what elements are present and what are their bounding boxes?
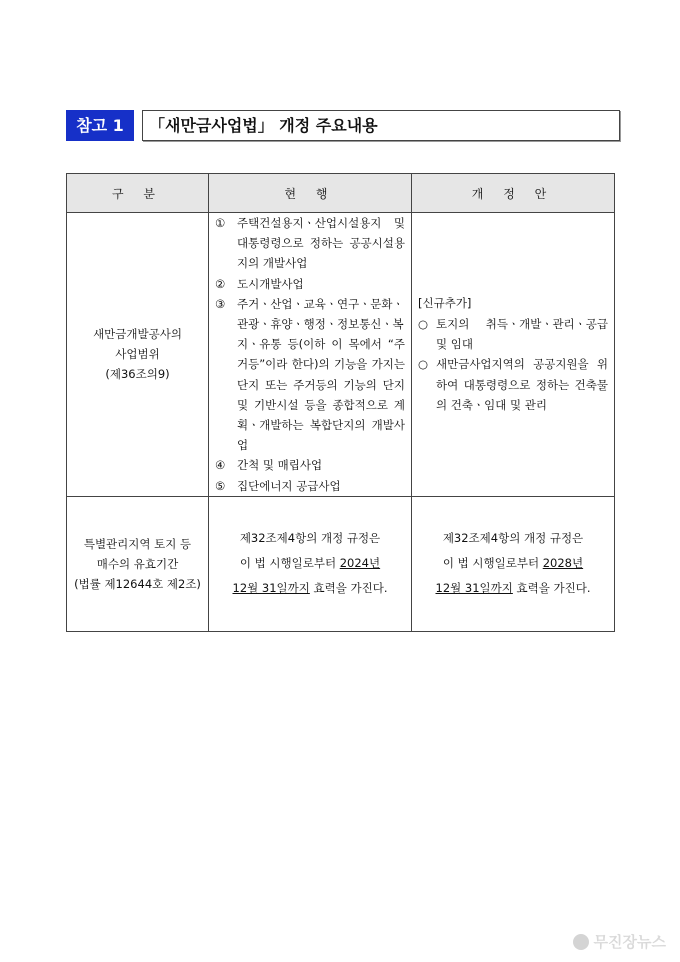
item-text: 새만금사업지역의 공공지원을 위하여 대통령령으로 정하는 건축물의 건축ㆍ임대 및 관리 xyxy=(436,357,608,413)
bullet-mark: ○ xyxy=(418,357,429,372)
category-line: 새만금개발공사의 xyxy=(93,327,182,342)
effect-text: 이 법 시행일로부터 xyxy=(442,556,543,571)
category-line: 특별관리지역 토지 등 xyxy=(83,536,192,551)
item-number: ④ xyxy=(215,458,226,473)
category-line: (제36조의9) xyxy=(105,367,170,382)
expiry-date: 12월 31일까지 xyxy=(232,581,310,596)
expiry-year: 2024년 xyxy=(339,556,381,571)
table-row xyxy=(67,213,615,497)
expiry-year: 2028년 xyxy=(542,556,584,571)
item-text: 도시개발사업 xyxy=(237,276,304,291)
header-category: 구 분 xyxy=(67,174,209,213)
watermark-text: 무진장뉴스 xyxy=(593,933,666,951)
item-text: 토지의 취득ㆍ개발ㆍ관리ㆍ공급 및 임대 xyxy=(436,316,608,352)
document-title: 「새만금사업법」 개정 주요내용 xyxy=(142,110,620,141)
current-cell xyxy=(209,213,412,497)
item-number: ③ xyxy=(215,296,226,311)
current-cell xyxy=(209,496,412,631)
category-cell xyxy=(67,213,209,497)
effect-line: 제32조제4항의 개정 규정은 xyxy=(239,531,381,546)
category-line: (법률 제12644호 제2조) xyxy=(74,576,201,591)
proposal-cell xyxy=(412,496,615,631)
effect-line xyxy=(215,576,405,601)
effect-text: 효력을 가진다. xyxy=(512,581,591,596)
reference-tag: 참고 1 xyxy=(66,110,134,141)
list-item xyxy=(418,354,608,415)
item-text: 주거ㆍ산업ㆍ교육ㆍ연구ㆍ문화ㆍ관광ㆍ휴양ㆍ행정ㆍ정보통신ㆍ복지ㆍ유통 등(이하 이 목에서 “주거등”이라 한다)의 기능을 가지는 단지 또는 주거등의 기능의 단지 및 기반시설 등을 종합적으로 계획ㆍ개발하는 복합단지의 개발사업 xyxy=(237,296,405,453)
category-cell xyxy=(67,496,209,631)
item-text: 집단에너지 공급사업 xyxy=(237,478,341,493)
list-item xyxy=(215,455,405,475)
item-number: ① xyxy=(215,216,226,230)
watermark-logo-icon xyxy=(573,934,589,950)
proposal-cell xyxy=(412,213,615,497)
bullet-mark: ○ xyxy=(418,316,429,331)
watermark xyxy=(573,931,666,952)
item-text: 간척 및 매립사업 xyxy=(237,458,323,473)
amendment-table xyxy=(66,173,615,632)
list-item xyxy=(418,314,608,355)
category-line: 사업범위 xyxy=(115,347,160,362)
proposal-heading: [신규추가] xyxy=(418,296,472,311)
effect-text: 이 법 시행일로부터 xyxy=(239,556,340,571)
effect-line: 제32조제4항의 개정 규정은 xyxy=(442,531,584,546)
item-number: ⑤ xyxy=(215,478,226,493)
category-line: 매수의 유효기간 xyxy=(96,556,179,571)
item-text: 주택건설용지ㆍ산업시설용지 및 대통령령으로 정하는 공공시설용지의 개발사업 xyxy=(237,216,405,271)
header-proposal: 개 정 안 xyxy=(412,174,615,213)
effect-line xyxy=(215,551,405,576)
title-row xyxy=(66,110,614,141)
item-number: ② xyxy=(215,276,226,291)
list-item xyxy=(215,294,405,456)
list-item xyxy=(215,274,405,294)
list-item xyxy=(215,476,405,496)
effect-line xyxy=(418,576,608,601)
expiry-date: 12월 31일까지 xyxy=(435,581,513,596)
effect-line xyxy=(418,551,608,576)
header-current: 현 행 xyxy=(209,174,412,213)
table-row xyxy=(67,496,615,631)
effect-text: 효력을 가진다. xyxy=(309,581,388,596)
list-item xyxy=(215,213,405,274)
header-row xyxy=(67,174,615,213)
